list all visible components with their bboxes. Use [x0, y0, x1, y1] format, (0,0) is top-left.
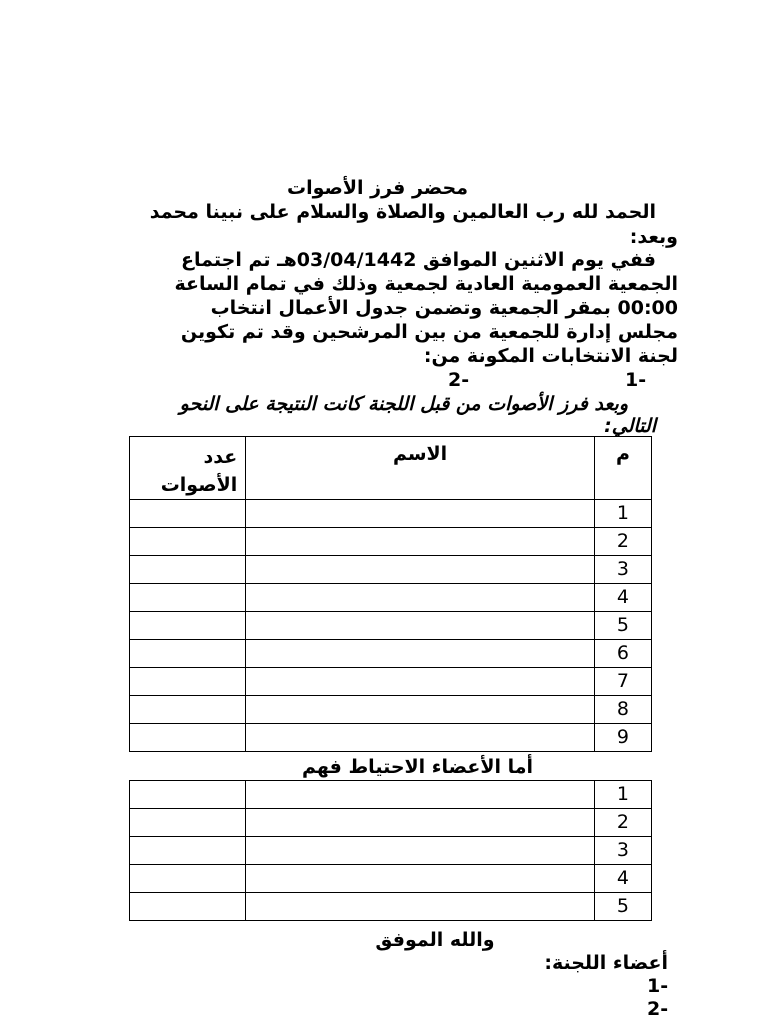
- table-row: [130, 809, 652, 837]
- header-votes: عدد الأصوات: [130, 437, 246, 500]
- reserve-table: [129, 780, 652, 921]
- reserve-heading: أما الأعضاء الاحتياط فهم: [301, 756, 534, 778]
- header-name: الاسم: [246, 437, 595, 500]
- row-number: 6: [594, 640, 651, 668]
- table-row: [130, 837, 652, 865]
- row-name-cell[interactable]: [246, 584, 595, 612]
- table-row: [130, 696, 652, 724]
- paragraph-line-6: مجلس إدارة للجمعية من بين المرشحين وقد تم تكوين: [180, 321, 678, 343]
- row-name-cell[interactable]: [246, 500, 595, 528]
- row-number: 1: [594, 500, 651, 528]
- committee-member-2: 2-: [647, 998, 669, 1020]
- row-votes-cell[interactable]: [130, 837, 246, 865]
- row-number: 5: [594, 893, 651, 921]
- row-votes-cell[interactable]: [130, 584, 246, 612]
- row-number: 3: [594, 556, 651, 584]
- row-votes-cell[interactable]: [130, 893, 246, 921]
- paragraph-line-1: الحمد لله رب العالمين والصلاة والسلام على نبينا محمد: [149, 201, 656, 223]
- row-name-cell[interactable]: [246, 528, 595, 556]
- committee-member-1: 1-: [647, 975, 669, 997]
- paragraph-line-3: ففي يوم الاثنين الموافق 03/04/1442هـ تم اجتماع: [181, 249, 656, 271]
- paragraph-line-4: الجمعية العمومية العادية لجمعية وذلك في تمام الساعة: [174, 273, 678, 295]
- table-row: [130, 781, 652, 809]
- results-table: [129, 436, 652, 752]
- row-name-cell[interactable]: [246, 640, 595, 668]
- row-votes-cell[interactable]: [130, 696, 246, 724]
- row-votes-cell[interactable]: [130, 724, 246, 752]
- row-number: 5: [594, 612, 651, 640]
- table-row: [130, 640, 652, 668]
- row-name-cell[interactable]: [246, 809, 595, 837]
- row-name-cell[interactable]: [246, 893, 595, 921]
- document-title: محضر فرز الأصوات: [287, 177, 468, 199]
- results-intro-line-1: وبعد فرز الأصوات من قبل اللجنة كانت النتيجة على النحو: [179, 393, 628, 415]
- row-name-cell[interactable]: [246, 865, 595, 893]
- table-row: [130, 668, 652, 696]
- row-votes-cell[interactable]: [130, 781, 246, 809]
- row-name-cell[interactable]: [246, 556, 595, 584]
- row-votes-cell[interactable]: [130, 528, 246, 556]
- row-number: 7: [594, 668, 651, 696]
- row-name-cell[interactable]: [246, 612, 595, 640]
- table-row: [130, 724, 652, 752]
- row-number: 4: [594, 865, 651, 893]
- row-name-cell[interactable]: [246, 668, 595, 696]
- row-name-cell[interactable]: [246, 781, 595, 809]
- row-votes-cell[interactable]: [130, 668, 246, 696]
- paragraph-line-5: 00:00 بمقر الجمعية وتضمن جدول الأعمال انتخاب: [210, 297, 678, 319]
- row-number: 8: [594, 696, 651, 724]
- header-num: م: [594, 437, 651, 500]
- row-votes-cell[interactable]: [130, 500, 246, 528]
- committee-item-2: 2-: [448, 369, 470, 391]
- row-votes-cell[interactable]: [130, 640, 246, 668]
- table-row: [130, 556, 652, 584]
- paragraph-line-7: لجنة الانتخابات المكونة من:: [423, 345, 678, 367]
- row-name-cell[interactable]: [246, 837, 595, 865]
- row-number: 9: [594, 724, 651, 752]
- committee-item-1: 1-: [625, 369, 647, 391]
- table-row: [130, 612, 652, 640]
- results-table-header: [130, 437, 652, 500]
- row-number: 2: [594, 809, 651, 837]
- table-row: [130, 584, 652, 612]
- row-votes-cell[interactable]: [130, 865, 246, 893]
- closing-text: والله الموفق: [375, 929, 495, 951]
- row-number: 4: [594, 584, 651, 612]
- table-row: [130, 893, 652, 921]
- row-votes-cell[interactable]: [130, 612, 246, 640]
- row-name-cell[interactable]: [246, 696, 595, 724]
- row-number: 3: [594, 837, 651, 865]
- paragraph-line-2: وبعد:: [629, 226, 678, 248]
- row-number: 2: [594, 528, 651, 556]
- table-row: [130, 865, 652, 893]
- table-row: [130, 500, 652, 528]
- table-row: [130, 528, 652, 556]
- row-votes-cell[interactable]: [130, 809, 246, 837]
- row-name-cell[interactable]: [246, 724, 595, 752]
- committee-members-label: أعضاء اللجنة:: [544, 952, 668, 974]
- row-number: 1: [594, 781, 651, 809]
- row-votes-cell[interactable]: [130, 556, 246, 584]
- results-intro-line-2: التالي:: [604, 415, 656, 437]
